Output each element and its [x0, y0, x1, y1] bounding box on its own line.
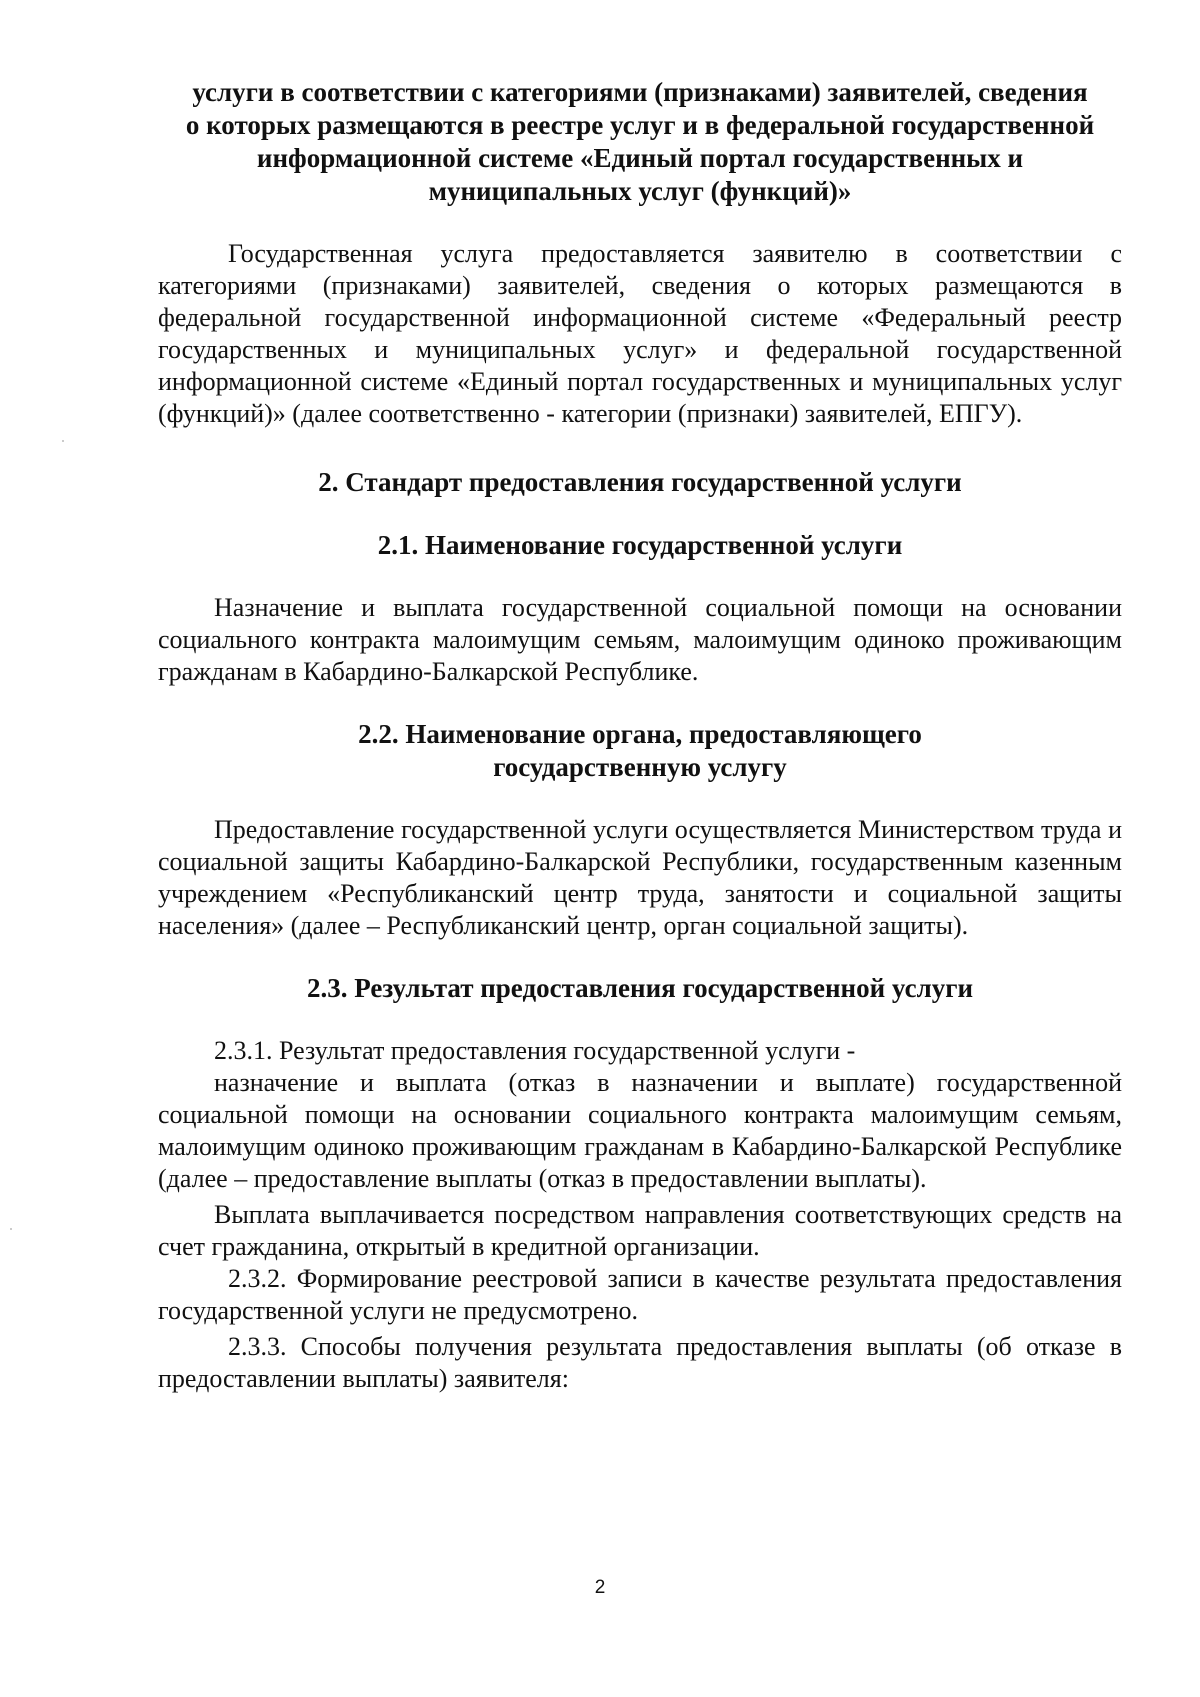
page-content	[158, 76, 1122, 1395]
intro-heading	[158, 76, 1122, 208]
intro-paragraph: Государственная услуга предоставляется заявителю в соответствии с категориями (признаками) заявителей, сведения о которых размещаются в федеральной государственной информационной системе «Федеральный реестр государственных и муниципальных услуг» и федеральной государственной информационной системе «Единый портал государственных и муниципальных услуг (функций)» (далее соответственно - категории (признаки) заявителей, ЕПГУ).	[158, 239, 1122, 428]
section-2-1-title: 2.1. Наименование государственной услуги	[377, 530, 903, 560]
intro-heading-line: о которых размещаются в реестре услуг и в федеральной государственной	[185, 110, 1095, 140]
intro-heading-line: услуги в соответствии с категориями (признаками) заявителей, сведения	[192, 77, 1088, 107]
scan-speck	[10, 1228, 12, 1230]
section-2-1-text: Назначение и выплата государственной социальной помощи на основании социального контракта малоимущим семьям, малоимущим одиноко проживающим гражданам в Кабардино-Балкарской Республике.	[158, 593, 1122, 686]
section-2-title: 2. Стандарт предоставления государственной услуги	[318, 467, 962, 497]
section-2-2-text: Предоставление государственной услуги осуществляется Министерством труда и социальной защиты Кабардино-Балкарской Республики, государственным казенным учреждением «Республиканский центр труда, занятости и социальной защиты населения» (далее – Республиканский центр, орган социальной защиты).	[158, 815, 1122, 940]
section-2-3-3: 2.3.3. Способы получения результата предоставления выплаты (об отказе в предоставлении выплаты) заявителя:	[158, 1332, 1122, 1393]
scan-speck	[62, 440, 64, 442]
section-2-3-2: 2.3.2. Формирование реестровой записи в качестве результата предоставления государственной услуги не предусмотрено.	[158, 1264, 1122, 1325]
intro-heading-line: муниципальных услуг (функций)»	[428, 176, 852, 206]
section-2-2-title	[158, 718, 1122, 784]
intro-heading-line: информационной системе «Единый портал государственных и	[256, 143, 1024, 173]
section-2-3-1-body: назначение и выплата (отказ в назначении и выплате) государственной социальной помощи на основании социального контракта малоимущим семьям, малоимущим одиноко проживающим гражданам в Кабардино-Балкарской Республике (далее – предоставление выплаты (отказ в предоставлении выплаты).	[158, 1068, 1122, 1193]
section-2-3-payment: Выплата выплачивается посредством направления соответствующих средств на счет гражданина, открытый в кредитной организации.	[158, 1200, 1122, 1261]
section-2-3-title: 2.3. Результат предоставления государственной услуги	[306, 973, 974, 1003]
section-2-2-title-line: государственную услугу	[493, 752, 787, 782]
page-number: 2	[594, 1577, 606, 1598]
section-2-2-title-line: 2.2. Наименование органа, предоставляющего	[358, 719, 922, 749]
section-2-3-1-intro: 2.3.1. Результат предоставления государственной услуги -	[214, 1036, 856, 1065]
